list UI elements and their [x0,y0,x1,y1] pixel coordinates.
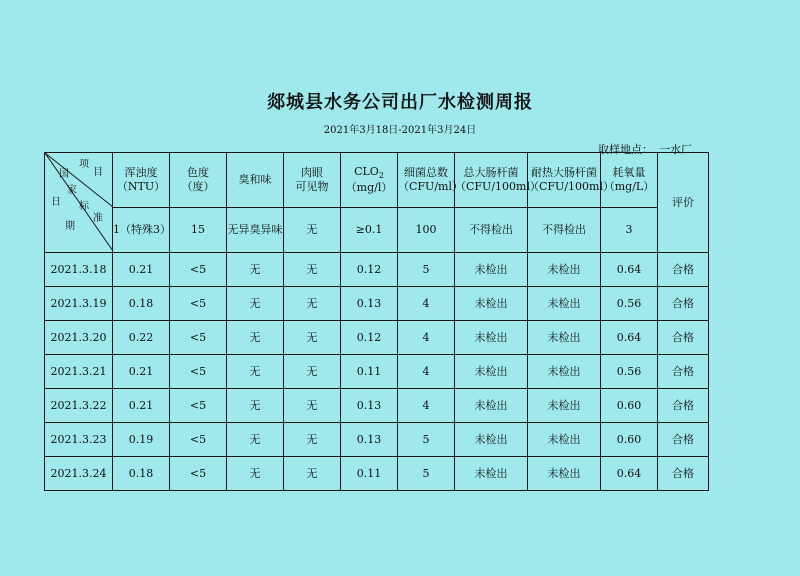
table-cell: 0.64 [601,253,658,287]
table-cell: 无 [227,321,284,355]
table-cell: 无 [227,287,284,321]
table-cell: 未检出 [455,389,528,423]
standard-value: 无 [284,208,341,253]
table-cell: 未检出 [455,321,528,355]
table-cell: 4 [398,321,455,355]
standard-value: 100 [398,208,455,253]
row-evaluation: 合格 [658,423,709,457]
table-cell: 0.60 [601,423,658,457]
row-evaluation: 合格 [658,457,709,491]
table-cell: 0.21 [113,389,170,423]
table-cell: <5 [170,423,227,457]
table-cell: 未检出 [455,253,528,287]
table-cell: 无 [284,389,341,423]
table-cell: 无 [227,253,284,287]
table-cell: 0.21 [113,253,170,287]
table-cell: 未检出 [528,389,601,423]
table-cell: <5 [170,321,227,355]
table-cell: 0.11 [341,457,398,491]
row-date: 2021.3.20 [45,321,113,355]
table-cell: 未检出 [455,423,528,457]
table-row [45,457,709,491]
table-cell: 0.13 [341,423,398,457]
table-row [45,423,709,457]
table-cell: 0.60 [601,389,658,423]
table-cell: 未检出 [455,457,528,491]
row-evaluation: 合格 [658,321,709,355]
table-cell: 未检出 [528,321,601,355]
table-cell: 无 [284,457,341,491]
table-row [45,389,709,423]
standards-row [45,208,709,253]
corner-date-2: 期 [65,221,75,232]
table-row [45,355,709,389]
standard-value: 1（特殊3） [113,208,170,253]
row-date: 2021.3.19 [45,287,113,321]
date-range: 2021年3月18日-2021年3月24日 [323,125,477,136]
table-cell: 0.19 [113,423,170,457]
table-cell: <5 [170,287,227,321]
table-row [45,287,709,321]
table-cell: 0.11 [341,355,398,389]
standard-value: 不得检出 [528,208,601,253]
table-cell: 0.12 [341,253,398,287]
table-cell: 未检出 [528,457,601,491]
row-date: 2021.3.18 [45,253,113,287]
corner-item-1: 项 [79,159,89,170]
table-row [45,321,709,355]
table-cell: 0.18 [113,287,170,321]
corner-date-1: 日 [51,197,61,208]
table-cell: 无 [227,457,284,491]
table-cell: 4 [398,389,455,423]
col-header-bacteria-total: 细菌总数 （CFU/ml） [398,153,455,208]
table-cell: 未检出 [528,287,601,321]
table-cell: 0.64 [601,321,658,355]
corner-std-4: 准 [93,213,103,224]
report-title: 郯城县水务公司出厂水检测周报 [267,92,533,113]
table-cell: 无 [284,321,341,355]
table-cell: 0.12 [341,321,398,355]
table-cell: 无 [227,423,284,457]
corner-item-2: 目 [93,167,103,178]
table-cell: 无 [284,355,341,389]
table-row [45,253,709,287]
table-cell: 未检出 [528,355,601,389]
table-cell: <5 [170,355,227,389]
table-cell: 5 [398,457,455,491]
table-cell: 未检出 [455,355,528,389]
row-evaluation: 合格 [658,253,709,287]
table-cell: <5 [170,457,227,491]
location-label: 取样地点： [598,143,653,156]
col-header-evaluation: 评价 [658,153,709,253]
row-evaluation: 合格 [658,389,709,423]
standard-value: 3 [601,208,658,253]
table-cell: 4 [398,287,455,321]
table-cell: 0.56 [601,355,658,389]
table-cell: 未检出 [455,287,528,321]
table-cell: 0.13 [341,287,398,321]
water-quality-table [44,152,709,491]
row-date: 2021.3.22 [45,389,113,423]
table-cell: 0.56 [601,287,658,321]
corner-std-3: 标 [79,201,89,212]
col-header-total-coliform: 总大肠杆菌 （CFU/100ml） [455,153,528,208]
table-cell: 4 [398,355,455,389]
table-cell: 0.64 [601,457,658,491]
table-cell: 0.21 [113,355,170,389]
table-cell: 0.13 [341,389,398,423]
col-header-oxygen-consumption: 耗氧量 （mg/L） [601,153,658,208]
standard-value: 无异臭异味 [227,208,284,253]
col-header-thermo-coliform: 耐热大肠杆菌 （CFU/100ml） [528,153,601,208]
col-header-visible-matter: 肉眼 可见物 [284,153,341,208]
table-cell: <5 [170,253,227,287]
row-date: 2021.3.21 [45,355,113,389]
table-cell: 无 [284,287,341,321]
col-header-turbidity: 浑浊度 （NTU） [113,153,170,208]
row-date: 2021.3.23 [45,423,113,457]
standard-value: 15 [170,208,227,253]
standard-value: 不得检出 [455,208,528,253]
table-cell: <5 [170,389,227,423]
corner-std-1: 国 [59,169,69,180]
table-cell: 无 [284,423,341,457]
table-cell: 5 [398,423,455,457]
col-header-clo2: $CLO_2$ （mg/l） [341,153,398,208]
standard-value: ≥0.1 [341,208,398,253]
corner-std-2: 家 [67,185,77,196]
table-cell: 0.18 [113,457,170,491]
table-cell: 5 [398,253,455,287]
table-cell: 无 [227,355,284,389]
corner-header-cell [45,153,113,253]
col-header-color: 色度 （度） [170,153,227,208]
table-cell: 未检出 [528,253,601,287]
row-evaluation: 合格 [658,355,709,389]
table-cell: 无 [284,253,341,287]
table-cell: 未检出 [528,423,601,457]
col-header-odor-taste: 臭和味 [227,153,284,208]
table-cell: 0.22 [113,321,170,355]
table-cell: 无 [227,389,284,423]
row-evaluation: 合格 [658,287,709,321]
row-date: 2021.3.24 [45,457,113,491]
location-value: 一水厂 [659,143,692,156]
